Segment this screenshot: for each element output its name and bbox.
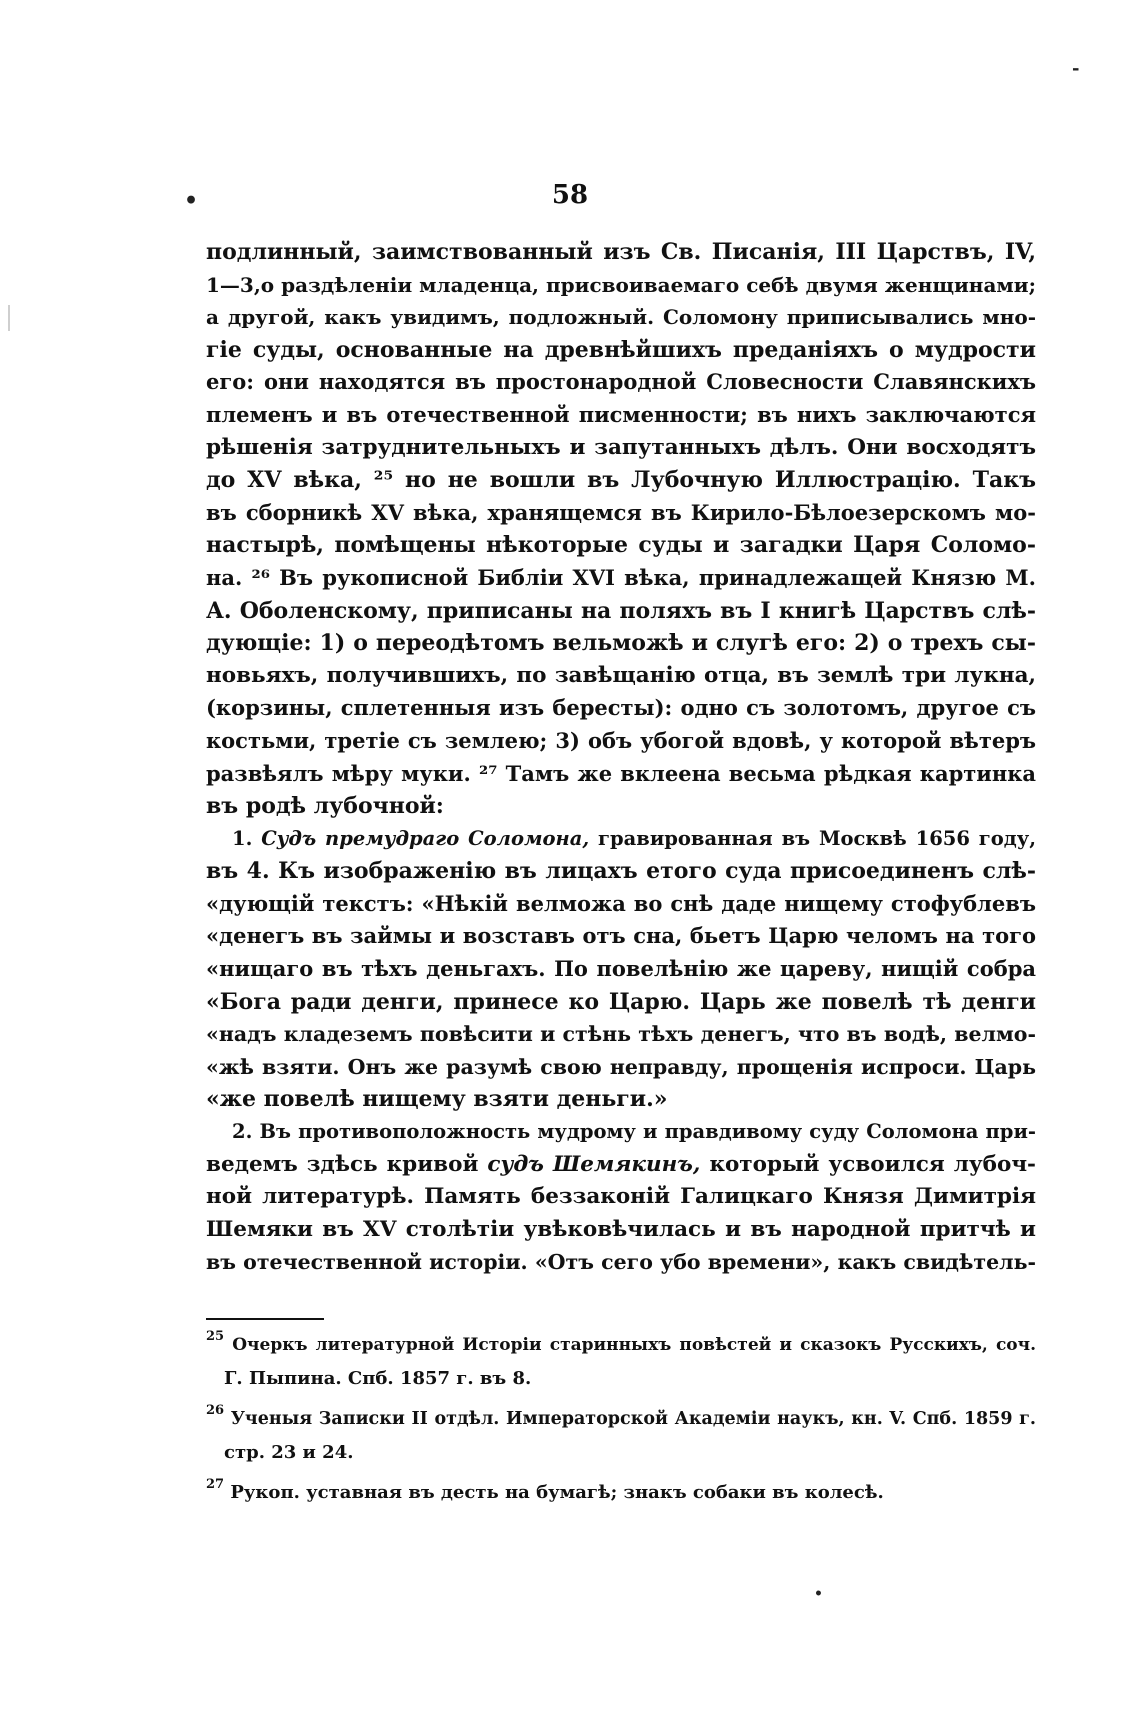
body-line: А. Оболенскому, приписаны на поляхъ въ I книгѣ Царствъ слѣ- xyxy=(206,597,1036,624)
body-line: новьяхъ, получившихъ, по завѣщанію отца, въ землѣ три лукна, xyxy=(206,662,1036,688)
footnote-mark: 27 xyxy=(206,1477,225,1492)
italic-title: Судъ премудраго Соломона, xyxy=(261,826,590,850)
body-line: а другой, какъ увидимъ, подложный. Соломону приписывались мно- xyxy=(206,305,1036,330)
footnote-text: Ученыя Записки II отдѣл. Императорской Академіи наукъ, кн. V. Спб. 1859 г. xyxy=(230,1409,1036,1429)
body-line: костьми, третіе съ землею; 3) объ убогой вдовѣ, у которой вѣтеръ xyxy=(206,727,1036,753)
body-line: дующіе: 1) о переодѣтомъ вельможѣ и слугѣ его: 2) о трехъ сы- xyxy=(206,630,1036,657)
body-line: до XV вѣка, ²⁵ но не вошли въ Лубочную Иллюстрацію. Такъ xyxy=(206,467,1036,494)
paragraph-2-second-line xyxy=(206,1149,1036,1182)
footnote-rule xyxy=(206,1318,324,1320)
footnote-27 xyxy=(206,1476,1036,1510)
footnote-mark: 25 xyxy=(206,1329,225,1344)
body-line: гіе суды, основанные на древнѣйшихъ преданіяхъ о мудрости xyxy=(206,336,1036,363)
body-line: Шемяки въ XV столѣтіи увѣковѣчилась и въ народной притчѣ и xyxy=(206,1216,1036,1242)
line-text: ведемъ здѣсь кривой xyxy=(206,1151,479,1177)
body-line: ной литературѣ. Память беззаконій Галицкаго Князя Димитрія xyxy=(206,1184,1036,1210)
body-line: его: они находятся въ простонародной Словесности Славянскихъ xyxy=(206,369,1036,395)
body-line: развѣялъ мѣру муки. ²⁷ Тамъ же вклеена весьма рѣдкая картинка xyxy=(206,760,1036,786)
body-line: 1—3,о раздѣленіи младенца, присвоиваемаго себѣ двумя женщинами; xyxy=(206,272,1036,297)
body-line: (корзины, сплетенныя изъ бересты): одно съ золотомъ, другое съ xyxy=(206,695,1036,721)
body-line: «Бога ради денги, принесе ко Царю. Царь же повелѣ тѣ денги xyxy=(206,988,1036,1015)
line-text: гравированная въ Москвѣ 1656 году, xyxy=(598,826,1037,850)
footnote-25 xyxy=(206,1328,1036,1362)
body-line: въ родѣ лубочной: xyxy=(206,793,444,820)
footnote-25-continued: Г. Пыпина. Спб. 1857 г. въ 8. xyxy=(224,1368,532,1389)
footnote-26 xyxy=(206,1402,1036,1436)
body-line: «нищаго въ тѣхъ деньгахъ. По повелѣнію же цареву, нищій собра xyxy=(206,956,1036,982)
footnotes xyxy=(206,1328,1036,1510)
body-line: на. ²⁶ Въ рукописной Библіи XVI вѣка, принадлежащей Князю М. xyxy=(206,564,1036,590)
paragraph-2-first-line xyxy=(206,1116,1036,1149)
margin-rule xyxy=(8,305,10,331)
paragraph-1-first-line xyxy=(206,823,1036,856)
page-number: 58 xyxy=(551,180,589,210)
body-text xyxy=(206,236,1036,1279)
paragraph-number: 2. xyxy=(232,1120,253,1144)
line-text: который усвоился лубоч- xyxy=(709,1151,1036,1177)
body-line: «жѣ взяти. Онъ же разумѣ свою неправду, прощенія испроси. Царь xyxy=(206,1054,1036,1079)
footnote-26-continued: стр. 23 и 24. xyxy=(224,1442,354,1463)
body-line: рѣшенія затруднительныхъ и запутанныхъ дѣлъ. Они восходятъ xyxy=(206,434,1036,460)
footnote-text: Рукоп. уставная въ десть на бумагѣ; знакъ собаки въ колесѣ. xyxy=(230,1482,884,1503)
line-text: Въ противоположность мудрому и правдивому суду Соломона при- xyxy=(259,1120,1036,1144)
body-line: въ сборникѣ XV вѣка, хранящемся въ Кирило-Бѣлоезерскомъ мо- xyxy=(206,499,1036,525)
footnote-mark: 26 xyxy=(206,1403,225,1418)
body-line: въ 4. Къ изображенію въ лицахъ етого суда присоединенъ слѣ- xyxy=(206,858,1036,885)
body-line: «надъ кладеземъ повѣсити и стѣнь тѣхъ денегъ, что въ водѣ, велмо- xyxy=(206,1022,1036,1047)
body-line: въ отечественной исторіи. «Отъ сего убо времени», какъ свидѣтель- xyxy=(206,1250,1036,1275)
body-line: «же повелѣ нищему взяти деньги.» xyxy=(206,1086,668,1113)
body-line: «денегъ въ займы и возставъ отъ сна, бьетъ Царю челомъ на того xyxy=(206,923,1036,949)
body-line: «дующій текстъ: «Нѣкій велможа во снѣ даде нищему стофублевъ xyxy=(206,890,1036,916)
scan-dot-bottom: • xyxy=(814,1586,823,1602)
body-line: настырѣ, помѣщены нѣкоторые суды и загадки Царя Соломо- xyxy=(206,532,1036,559)
body-line: племенъ и въ отечественной писменности; въ нихъ заключаются xyxy=(206,401,1036,427)
scan-dot-left: • xyxy=(184,188,199,214)
paragraph-number: 1. xyxy=(232,826,253,850)
footnote-text: Очеркъ литературной Исторіи старинныхъ повѣстей и сказокъ Русскихъ, соч. xyxy=(232,1335,1036,1355)
italic-title: судъ Шемякинъ, xyxy=(487,1151,701,1177)
scan-mark-top: - xyxy=(1072,58,1080,79)
body-line: подлинный, заимствованный изъ Св. Писанія, III Царствъ, IV, xyxy=(206,239,1036,265)
